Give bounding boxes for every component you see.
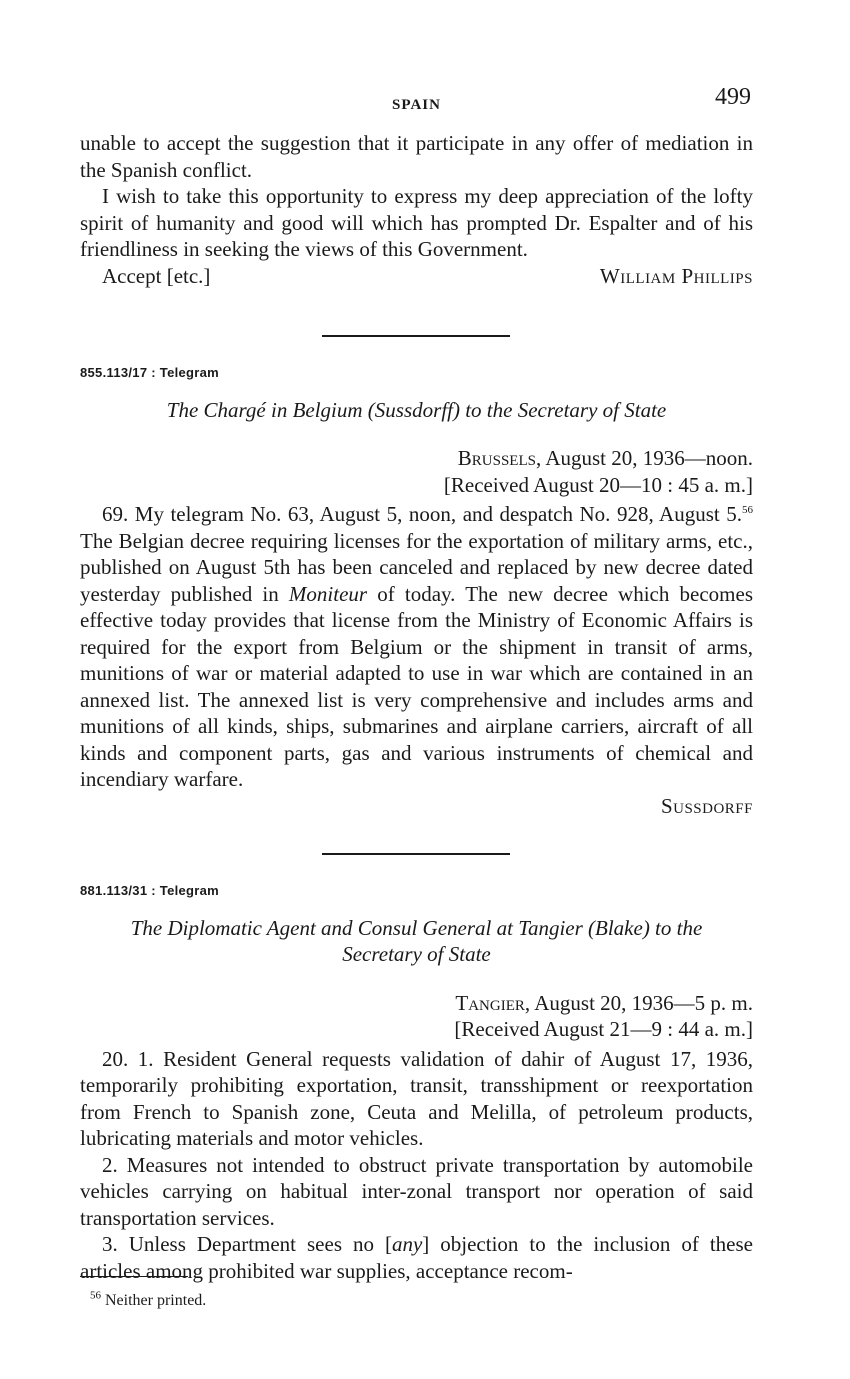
dateline: [80, 990, 753, 1017]
body-italic: any: [391, 1232, 423, 1256]
place-name: Tangier: [455, 990, 525, 1015]
closing-formula: Accept [etc.]: [102, 263, 211, 288]
telegram-body: [80, 501, 753, 793]
document-title-line: The Diplomatic Agent and Consul General at Tangier (Blake) to the: [130, 915, 703, 940]
received-line: [Received August 21—9 : 44 a. m.]: [454, 1017, 753, 1041]
footnote-marker: 56: [90, 1289, 101, 1302]
body-text: The Belgian decree requiring licenses for the exportation of military arms, etc., published on August 5th has been canceled and replaced by new decree dated yesterday published in: [80, 528, 753, 606]
telegram-tangier: [80, 878, 753, 1284]
place-name: Brussels: [457, 446, 536, 470]
footnote-reference: 56: [742, 504, 753, 516]
running-head: SPAIN: [392, 97, 441, 113]
title-text: ) to the Secretary of State: [452, 397, 667, 422]
signature: Sussdorff: [660, 793, 753, 818]
dateline: [80, 445, 753, 472]
received-line: [Received August 20—10 : 45 a. m.]: [443, 472, 753, 497]
footnote-divider: [80, 1276, 188, 1277]
telegram-paragraph: 20. 1. Resident General requests validation of dahir of August 17, 1936, temporarily prohibiting exportation, transit, transshipment or reexportation from French to Spanish zone, Ceuta and Melilla, of petroleum products, lubricating materials and motor vehicles.: [80, 1046, 753, 1150]
date-text: , August 20, 1936—5 p. m.: [524, 990, 753, 1015]
body-text: 3. Unless Department sees no [: [102, 1232, 392, 1256]
body-italic: Moniteur: [288, 581, 368, 606]
letter-paragraph: I wish to take this opportunity to express my deep appreciation of the lofty spirit of humanity and good will which has prompted Dr. Espalter and of his friendliness in seeking the views of this Government.: [80, 184, 753, 261]
telegram-belgium: [80, 360, 753, 819]
footnote-text: Neither printed.: [101, 1292, 207, 1309]
page-header: [80, 84, 753, 114]
telegram-paragraph: 2. Measures not intended to obstruct private transportation by automobile vehicles carrying on habitual inter-zonal transport nor operation of said transportation services.: [80, 1152, 753, 1230]
letter-paragraph: unable to accept the suggestion that it participate in any offer of mediation in the Spanish conflict.: [80, 131, 753, 182]
page-number: 499: [715, 84, 751, 110]
document-title-line: Secretary of State: [342, 942, 491, 966]
title-name: Sussdorff: [374, 397, 453, 422]
body-text: 69. My telegram No. 63, August 5, noon, and despatch No. 928, August 5.: [102, 502, 742, 526]
signature: William Phillips: [599, 263, 753, 288]
date-text: , August 20, 1936—noon.: [535, 446, 753, 470]
letter-end-section: [80, 130, 753, 290]
document-title: [80, 397, 753, 424]
title-text: The Chargé in Belgium (: [166, 397, 375, 422]
footnote: [90, 1288, 763, 1315]
body-text: of today. The new decree which becomes effective today provides that license from the Ministry of Economic Affairs is required for the export from Belgium or the shipment in transit of arms, munitions of war or material adapted to use in war which are contained in an annexed list. The annexed list is very comprehensive and includes arms and munitions of all kinds, ships, submarines and airplane carriers, aircraft of all kinds and component parts, gas and various instruments of chemical and incendiary warfare.: [80, 581, 753, 791]
section-divider: [322, 335, 510, 337]
file-number: 855.113/17 : Telegram: [80, 365, 220, 380]
file-number: 881.113/31 : Telegram: [80, 883, 220, 898]
section-divider: [322, 853, 510, 855]
closing-row: [80, 263, 753, 290]
body-text: ] objection to the inclusion of these articles among prohibited war supplies, acceptance recom-: [80, 1232, 753, 1283]
